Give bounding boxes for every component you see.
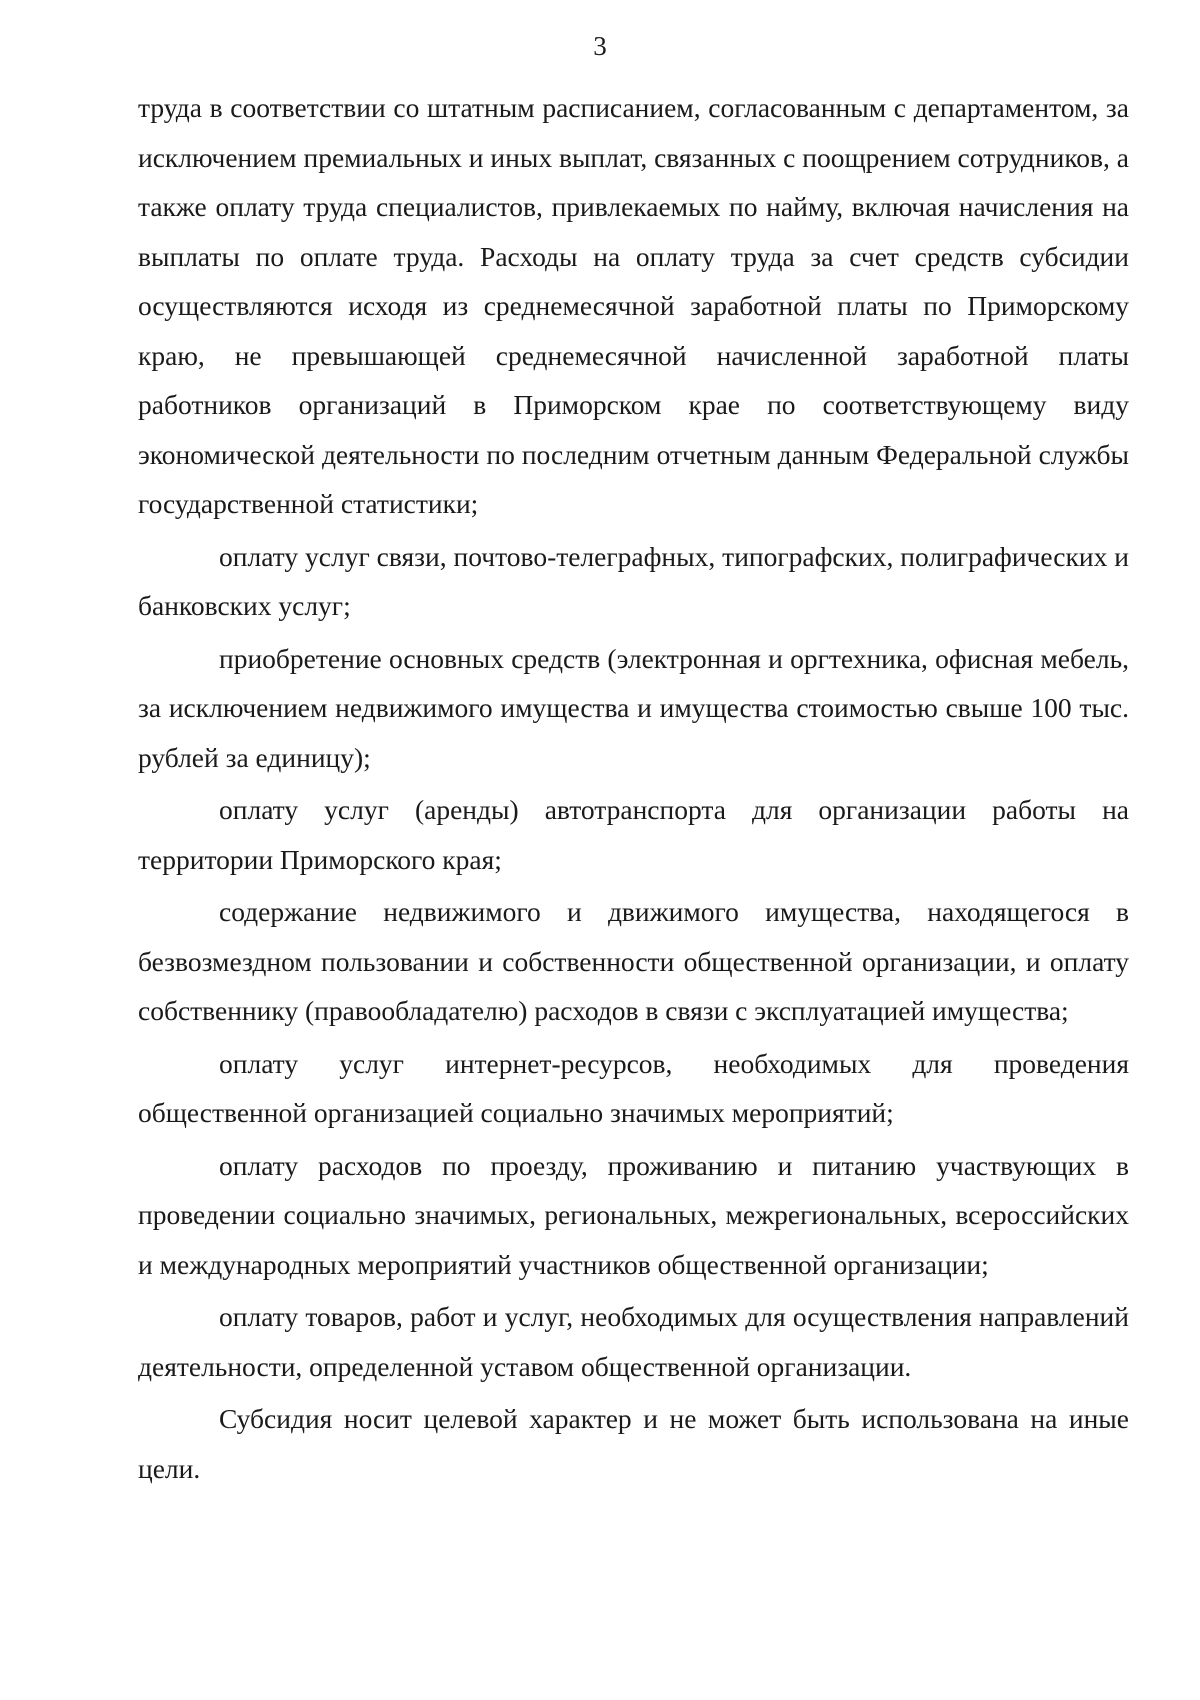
paragraph-property-maintenance: содержание недвижимого и движимого имущества, находящегося в безвозмездном пользовании и собственности общественной организации, и оплату собственнику (правообладателю) расходов в связи с эксплуатацией имущества; — [138, 896, 1129, 1026]
paragraph-subsidy-purpose: Субсидия носит целевой характер и не может быть использована на иные цели. — [138, 1403, 1129, 1484]
paragraph-vehicle-rental: оплату услуг (аренды) автотранспорта для организации работы на территории Приморского края; — [138, 794, 1129, 875]
paragraph-communication-services: оплату услуг связи, почтово-телеграфных, типографских, полиграфических и банковских услуг; — [138, 540, 1129, 621]
paragraph-labor-costs: труда в соответствии со штатным расписанием, согласованным с департаментом, за исключением премиальных и иных выплат, связанных с поощрением сотрудников, а также оплату труда специалистов, привлекаемых по найму, включая начисления на выплаты по оплате труда. Расходы на оплату труда за счет средств субсидии осуществляются исходя из среднемесячной заработной платы по Приморскому краю, не превышающей среднемесячной начисленной заработной платы работников организаций в Приморском крае по соответствующему виду экономической деятельности по последним отчетным данным Федеральной службы государственной статистики; — [138, 92, 1129, 519]
paragraph-internet-resources: оплату услуг интернет-ресурсов, необходимых для проведения общественной организацией социально значимых мероприятий; — [138, 1047, 1129, 1128]
paragraph-fixed-assets: приобретение основных средств (электронная и оргтехника, офисная мебель, за исключением недвижимого имущества и имущества стоимостью свыше 100 тыс. рублей за единицу); — [138, 642, 1129, 773]
page-number: 3 — [593, 31, 607, 61]
paragraph-travel-expenses: оплату расходов по проезду, проживанию и питанию участвующих в проведении социально значимых, региональных, межрегиональных, всероссийских и международных мероприятий участников общественной организации; — [138, 1149, 1129, 1280]
document-body — [138, 83, 1129, 1493]
paragraph-goods-and-services: оплату товаров, работ и услуг, необходимых для осуществления направлений деятельности, определенной уставом общественной организации. — [138, 1301, 1129, 1382]
